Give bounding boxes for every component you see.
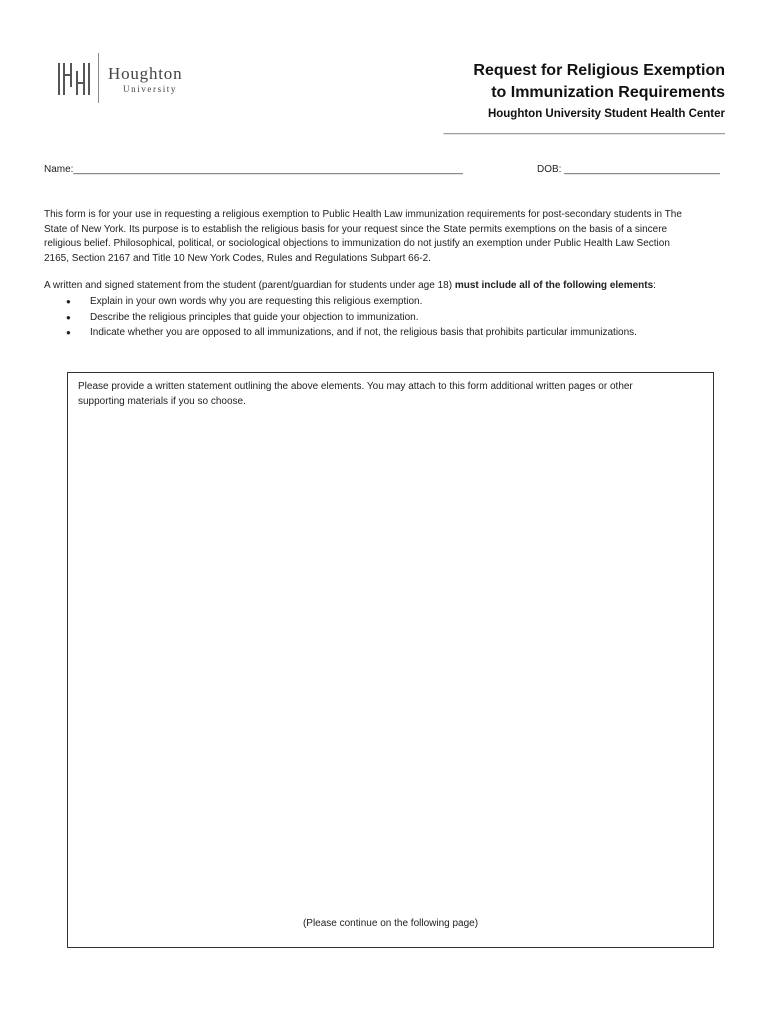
requirements-list (66, 294, 637, 341)
logo-wordmark: Houghton (108, 64, 183, 83)
intro-line-1: This form is for your use in requesting a religious exemption to Public Health Law immunization requirements for post-secondary students in The (44, 209, 682, 220)
requirements-lead-end: : (653, 280, 656, 291)
houghton-monogram-icon (57, 61, 91, 97)
statement-instructions (78, 379, 688, 409)
form-header (444, 60, 725, 136)
form-title-line-2: to Immunization Requirements (491, 84, 725, 101)
form-title-line-1: Request for Religious Exemption (473, 62, 725, 79)
health-center-name: Houghton University Student Health Center (487, 108, 725, 120)
name-field[interactable] (44, 164, 463, 175)
requirements-lead-text: A written and signed statement from the student (parent/guardian for students under age 18) (44, 280, 453, 291)
dob-field[interactable] (537, 164, 720, 175)
requirements-lead (44, 279, 724, 294)
name-label: Name: (44, 164, 74, 175)
intro-line-3: religious belief. Philosophical, political, or sociological objections to immunization do not justify an exemption under Public Health Law Section (44, 238, 670, 249)
statement-instructions-line-2: supporting materials if you so choose. (78, 396, 246, 407)
dob-label: DOB: (537, 164, 562, 175)
continue-note: (Please continue on the following page) (302, 918, 479, 929)
intro-line-2: State of New York. Its purpose is to establish the religious basis for your request since the State permits exemptions on the basis of a sincere (44, 223, 668, 235)
list-item: ● Explain in your own words why you are requesting this religious exemption. (66, 294, 637, 310)
list-item: ● Describe the religious principles that guide your objection to immunization. (66, 310, 637, 326)
logo-subtitle: University (123, 84, 177, 94)
houghton-logo (57, 53, 217, 105)
name-blank-line[interactable]: ______________________________________________________________________ (73, 164, 463, 175)
requirements-lead-bold: must include all of the following elements (454, 280, 654, 291)
list-item: ● Indicate whether you are opposed to all immunizations, and if not, the religious basis that prohibits particular immunizations. (66, 325, 637, 341)
logo-divider (98, 53, 99, 103)
statement-instructions-line-1: Please provide a written statement outlining the above elements. You may attach to this form additional written pages or other (78, 381, 633, 392)
header-rule: ______________________________________________ (443, 123, 725, 135)
statement-box[interactable] (67, 372, 714, 948)
intro-line-4: 2165, Section 2167 and Title 10 New York Codes, Rules and Regulations Subpart 66-2. (44, 252, 431, 264)
dob-blank-line[interactable]: ____________________________ (564, 164, 720, 175)
intro-paragraph (44, 208, 724, 266)
